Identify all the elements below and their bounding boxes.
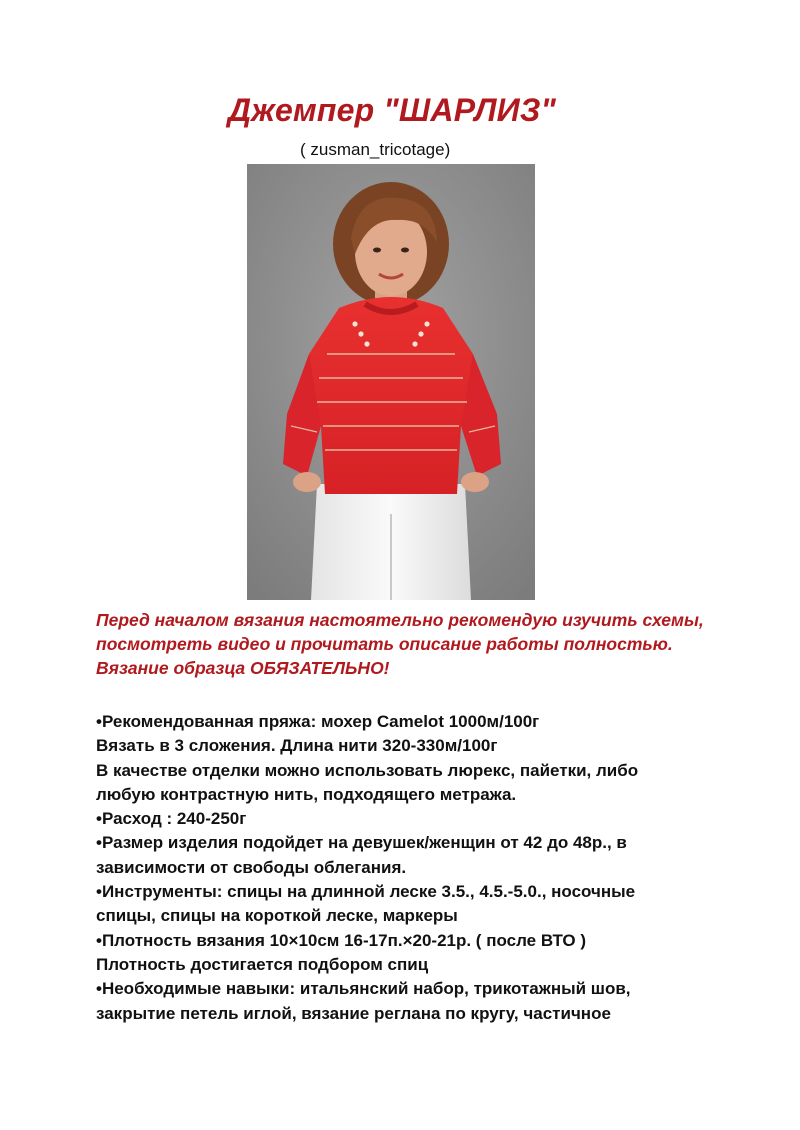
- spec-line: спицы, спицы на короткой леске, маркеры: [96, 906, 458, 926]
- spec-line: •Размер изделия подойдет на девушек/женщин от 42 до 48р., в: [96, 833, 627, 853]
- author-credit: ( zusman_tricotage): [300, 140, 451, 159]
- spec-line: Вязать в 3 сложения. Длина нити 320-330м/100г: [96, 736, 498, 756]
- model-photo: [247, 164, 535, 600]
- specifications: [96, 710, 736, 1026]
- spec-line: любую контрастную нить, подходящего метража.: [96, 784, 517, 804]
- spec-line: •Расход : 240-250г: [96, 809, 247, 829]
- spec-line: В качестве отделки можно использовать люрекс, пайетки, либо: [96, 760, 639, 780]
- spec-line: •Рекомендованная пряжа: мохер Camelot 1000м/100г: [96, 712, 540, 731]
- spec-line: зависимости от свободы облегания.: [96, 857, 407, 877]
- intro-warning: Перед началом вязания настоятельно рекомендую изучить схемы, посмотреть видео и прочитать описание работы полностью. Вязание образца ОБЯЗАТЕЛЬНО!: [96, 610, 704, 678]
- spec-line: •Необходимые навыки: итальянский набор, трикотажный шов,: [96, 979, 631, 999]
- document-title: Джемпер "ШАРЛИЗ": [227, 92, 556, 128]
- spec-line: •Инструменты: спицы на длинной леске 3.5., 4.5.-5.0., носочные: [96, 882, 636, 902]
- spec-line: Плотность достигается подбором спиц: [96, 954, 429, 974]
- spec-line: закрытие петель иглой, вязание реглана по кругу, частичное: [96, 1003, 611, 1023]
- spec-line: •Плотность вязания 10×10см 16-17п.×20-21р. ( после ВТО ): [96, 930, 587, 950]
